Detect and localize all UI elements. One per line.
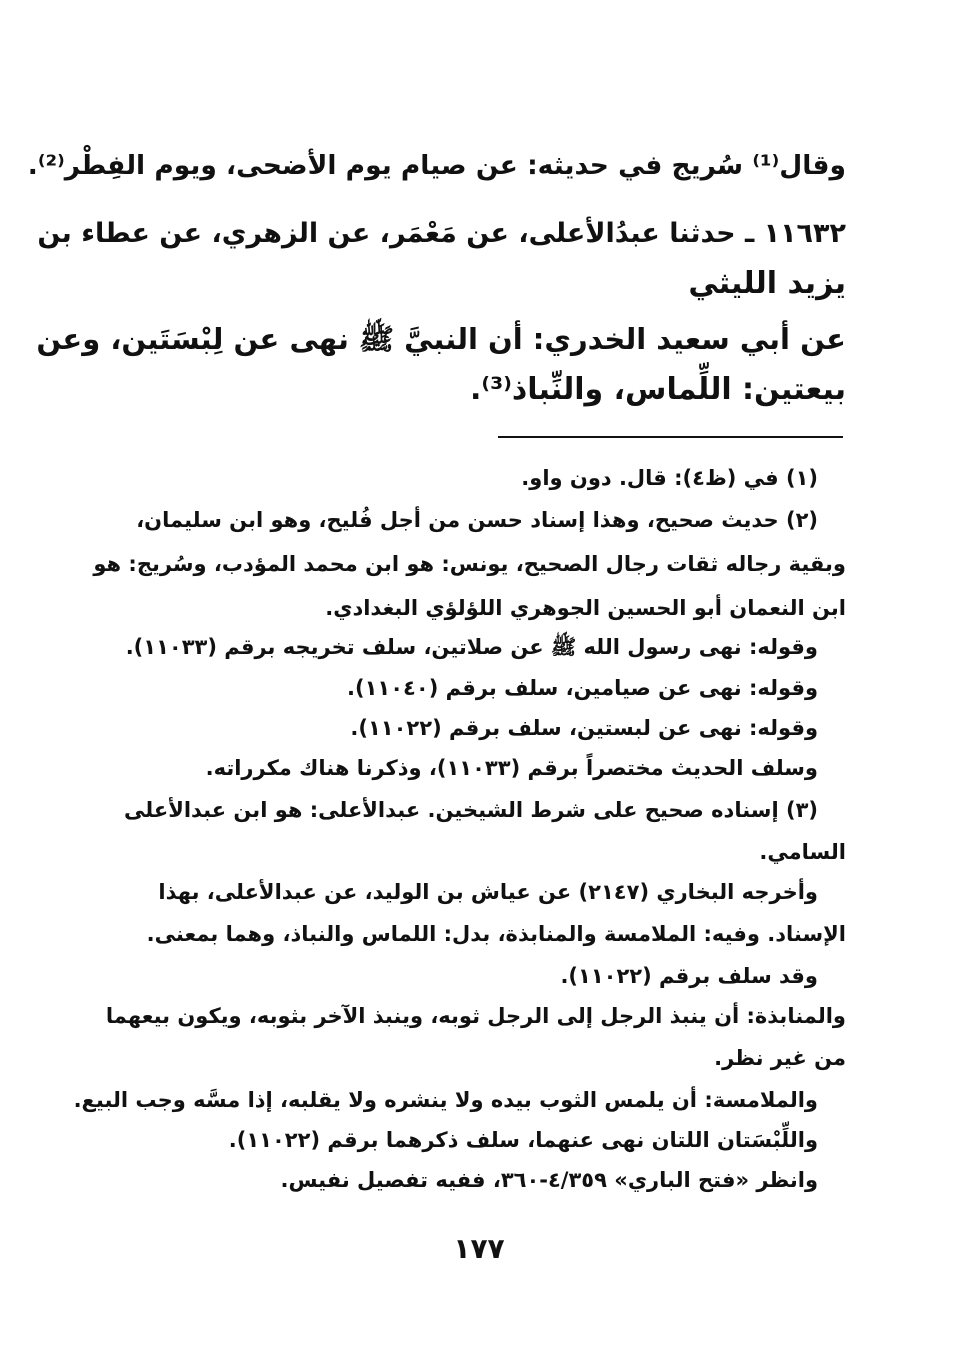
footnote-line: (١) في (ظ٤): قال. دون واو. [521, 466, 818, 490]
footnote-line: واللِّبْسَتان اللتان نهى عنهما، سلف ذكرهما برقم (١١٠٢٢). [228, 1128, 818, 1152]
footnote-line: والمنابذة: أن ينبذ الرجل إلى الرجل ثوبه، وينبذ الآخر بثوبه، ويكون بيعهما [105, 1004, 846, 1028]
footnote-line: الإسناد. وفيه: الملامسة والمنابذة، بدل: اللماس والنباذ، وهما بمعنى. [146, 922, 846, 946]
main-text-line: وقال⁽¹⁾ سُريج في حديثه: عن صيام يوم الأضحى، ويوم الفِطْر⁽²⁾. [27, 150, 846, 181]
main-text-line: بيعتين: اللِّماس، والنِّباذ⁽³⁾. [470, 372, 846, 407]
main-text-line: ١١٦٣٢ ـ حدثنا عبدُالأعلى، عن مَعْمَر، عن الزهري، عن عطاء بن [37, 218, 846, 249]
footnote-line: وأخرجه البخاري (٢١٤٧) عن عياش بن الوليد، عن عبدالأعلى، بهذا [158, 880, 818, 904]
footnote-line: وبقية رجاله ثقات رجال الصحيح، يونس: هو ابن محمد المؤدب، وسُريج: هو [93, 552, 846, 576]
footnote-separator [498, 436, 843, 438]
footnote-line: وسلف الحديث مختصراً برقم (١١٠٣٣)، وذكرنا هناك مكرراته. [205, 756, 818, 780]
footnote-line: وقوله: نهى عن صيامين، سلف برقم (١١٠٤٠). [347, 676, 818, 700]
footnote-line: (٣) إسناده صحيح على شرط الشيخين. عبدالأعلى: هو ابن عبدالأعلى [124, 798, 818, 822]
footnote-line: السامي. [759, 840, 846, 864]
footnote-line: والملامسة: أن يلمس الثوب بيده ولا ينشره ولا يقلبه، إذا مسَّه وجب البيع. [73, 1088, 818, 1112]
footnote-line: من غير نظر. [714, 1046, 846, 1070]
main-text-line: عن أبي سعيد الخدري: أن النبيَّ ﷺ نهى عن لِبْسَتَين، وعن [36, 322, 846, 356]
footnote-line: وانظر «فتح الباري» ٤/٣٥٩-٣٦٠، ففيه تفصيل نفيس. [280, 1168, 818, 1192]
footnote-line: وقوله: نهى رسول الله ﷺ عن صلاتين، سلف تخريجه برقم (١١٠٣٣). [125, 635, 818, 659]
page-number: ١٧٧ [453, 1232, 505, 1265]
main-text-line: يزيد الليثي [688, 266, 846, 301]
footnote-line: وقوله: نهى عن لبستين، سلف برقم (١١٠٢٢). [350, 716, 818, 740]
footnote-line: ابن النعمان أبو الحسين الجوهري اللؤلؤي البغدادي. [325, 596, 846, 620]
footnote-line: (٢) حديث صحيح، وهذا إسناد حسن من أجل فُليح، وهو ابن سليمان، [136, 508, 818, 532]
footnote-line: وقد سلف برقم (١١٠٢٢). [560, 964, 818, 988]
